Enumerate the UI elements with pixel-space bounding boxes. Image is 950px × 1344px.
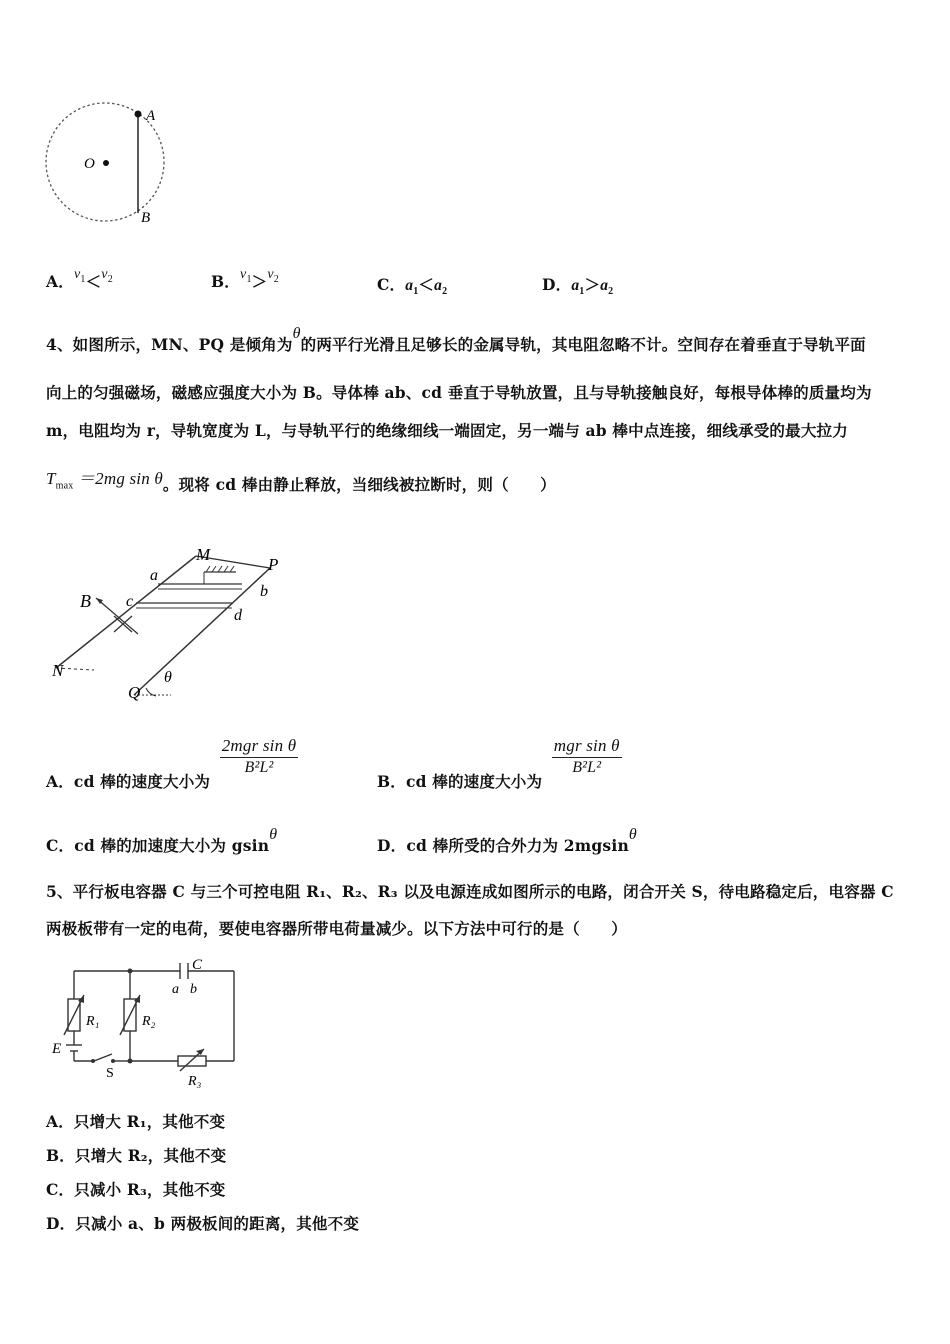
tmax-formula: $T_{max} =2mg$ sin θ xyxy=(46,469,163,492)
label-a: a xyxy=(150,567,158,584)
q5-option-d[interactable]: D．只减小 a、b 两极板间的距离，其他不变 xyxy=(46,1214,360,1233)
label-d: d xyxy=(234,607,242,624)
label-p: P xyxy=(268,555,279,574)
q4-option-a-fraction: $\frac{\text{2mgr sin θ}}{\text{B²L²}}$ xyxy=(221,736,297,776)
q5-stem-line2: 两极板带有一定的电荷，要使电容器所带电荷量减少。以下方法中可行的是（ ） xyxy=(46,919,627,938)
q4-option-b[interactable]: B．cd 棒的速度大小为 $\frac{\text{mgr sin θ}}{\text{B²L²}}$ xyxy=(377,736,620,791)
q3-option-a[interactable]: A．$v_1<v_2$ xyxy=(46,267,113,291)
q5-stem-line1: 5、平行板电容器 C 与三个可控电阻 R₁、R₂、R₃ 以及电源连成如图所示的电路，闭合开关 S，待电路稳定后，电容器 C xyxy=(46,882,894,901)
label-b: B xyxy=(141,210,151,226)
q3-option-b[interactable]: B．$v_1>v_2$ xyxy=(211,267,279,291)
q4-option-a[interactable]: A．cd 棒的速度大小为 $\frac{\text{2mgr sin θ}}{\text{B²L²}}$ xyxy=(46,736,297,791)
switch-s xyxy=(94,1054,112,1061)
label-r1: R₁ xyxy=(86,1014,100,1029)
label-c: C xyxy=(192,957,203,973)
label-n: N xyxy=(52,661,64,680)
label-theta: θ xyxy=(164,669,172,686)
label-o: O xyxy=(84,156,95,172)
q4-option-b-fraction: $\frac{\text{mgr sin θ}}{\text{B²L²}}$ xyxy=(553,736,620,776)
label-a: a xyxy=(172,982,179,997)
label-m: M xyxy=(196,545,211,564)
theta-symbol: θ xyxy=(292,325,301,342)
label-r2: R₂ xyxy=(142,1014,156,1029)
center-point xyxy=(103,160,109,166)
q5-option-b[interactable]: B．只增大 R₂，其他不变 xyxy=(46,1146,227,1165)
q5-option-c[interactable]: C．只减小 R₃，其他不变 xyxy=(46,1180,226,1199)
q3-option-d[interactable]: D．$a_1>a_2$ xyxy=(542,275,614,298)
label-a: A xyxy=(146,108,156,124)
circle-figure xyxy=(40,98,180,233)
rail-pq xyxy=(134,568,270,695)
q4-stem-line1: 4、如图所示，MN、PQ 是倾角为θ的两平行光滑且足够长的金属导轨，其电阻忽略不计。空间存在着垂直于导轨平面 xyxy=(46,325,866,354)
fixed-support xyxy=(206,566,234,572)
q4-stem-line4: $T_{max} =2mg$ sin θ。现将 cd 棒由静止释放，当细线被拉断时，则（ ） xyxy=(46,469,556,494)
q3-option-c[interactable]: C．$a_1<a_2$ xyxy=(377,275,448,298)
q4-option-d[interactable]: D．cd 棒所受的合外力为 2mgsinθ xyxy=(377,826,637,855)
rails-figure xyxy=(46,540,306,710)
point-a xyxy=(135,111,142,118)
label-r3: R₃ xyxy=(188,1074,202,1089)
q4-stem-line3: m，电阻均为 r，导轨宽度为 L，与导轨平行的绝缘细线一端固定，另一端与 ab 棒中点连接，细线承受的最大拉力 xyxy=(46,421,848,440)
q4-stem-line2: 向上的匀强磁场，磁感应强度大小为 B。导体棒 ab、cd 垂直于导轨放置，且与导轨接触良好，每根导体棒的质量均为 xyxy=(46,383,872,402)
label-s: S xyxy=(106,1066,114,1081)
label-e: E xyxy=(52,1041,62,1057)
label-c: c xyxy=(126,593,134,610)
label-q: Q xyxy=(128,683,141,702)
resistor-r3 xyxy=(178,1056,206,1066)
q5-option-a[interactable]: A．只增大 R₁，其他不变 xyxy=(46,1112,226,1131)
circuit-figure xyxy=(50,955,250,1090)
label-b: b xyxy=(260,583,268,600)
label-b: b xyxy=(190,982,197,997)
label-b-field: B xyxy=(80,591,91,611)
q4-option-c[interactable]: C．cd 棒的加速度大小为 gsinθ xyxy=(46,826,278,855)
rail-mn xyxy=(56,556,196,668)
